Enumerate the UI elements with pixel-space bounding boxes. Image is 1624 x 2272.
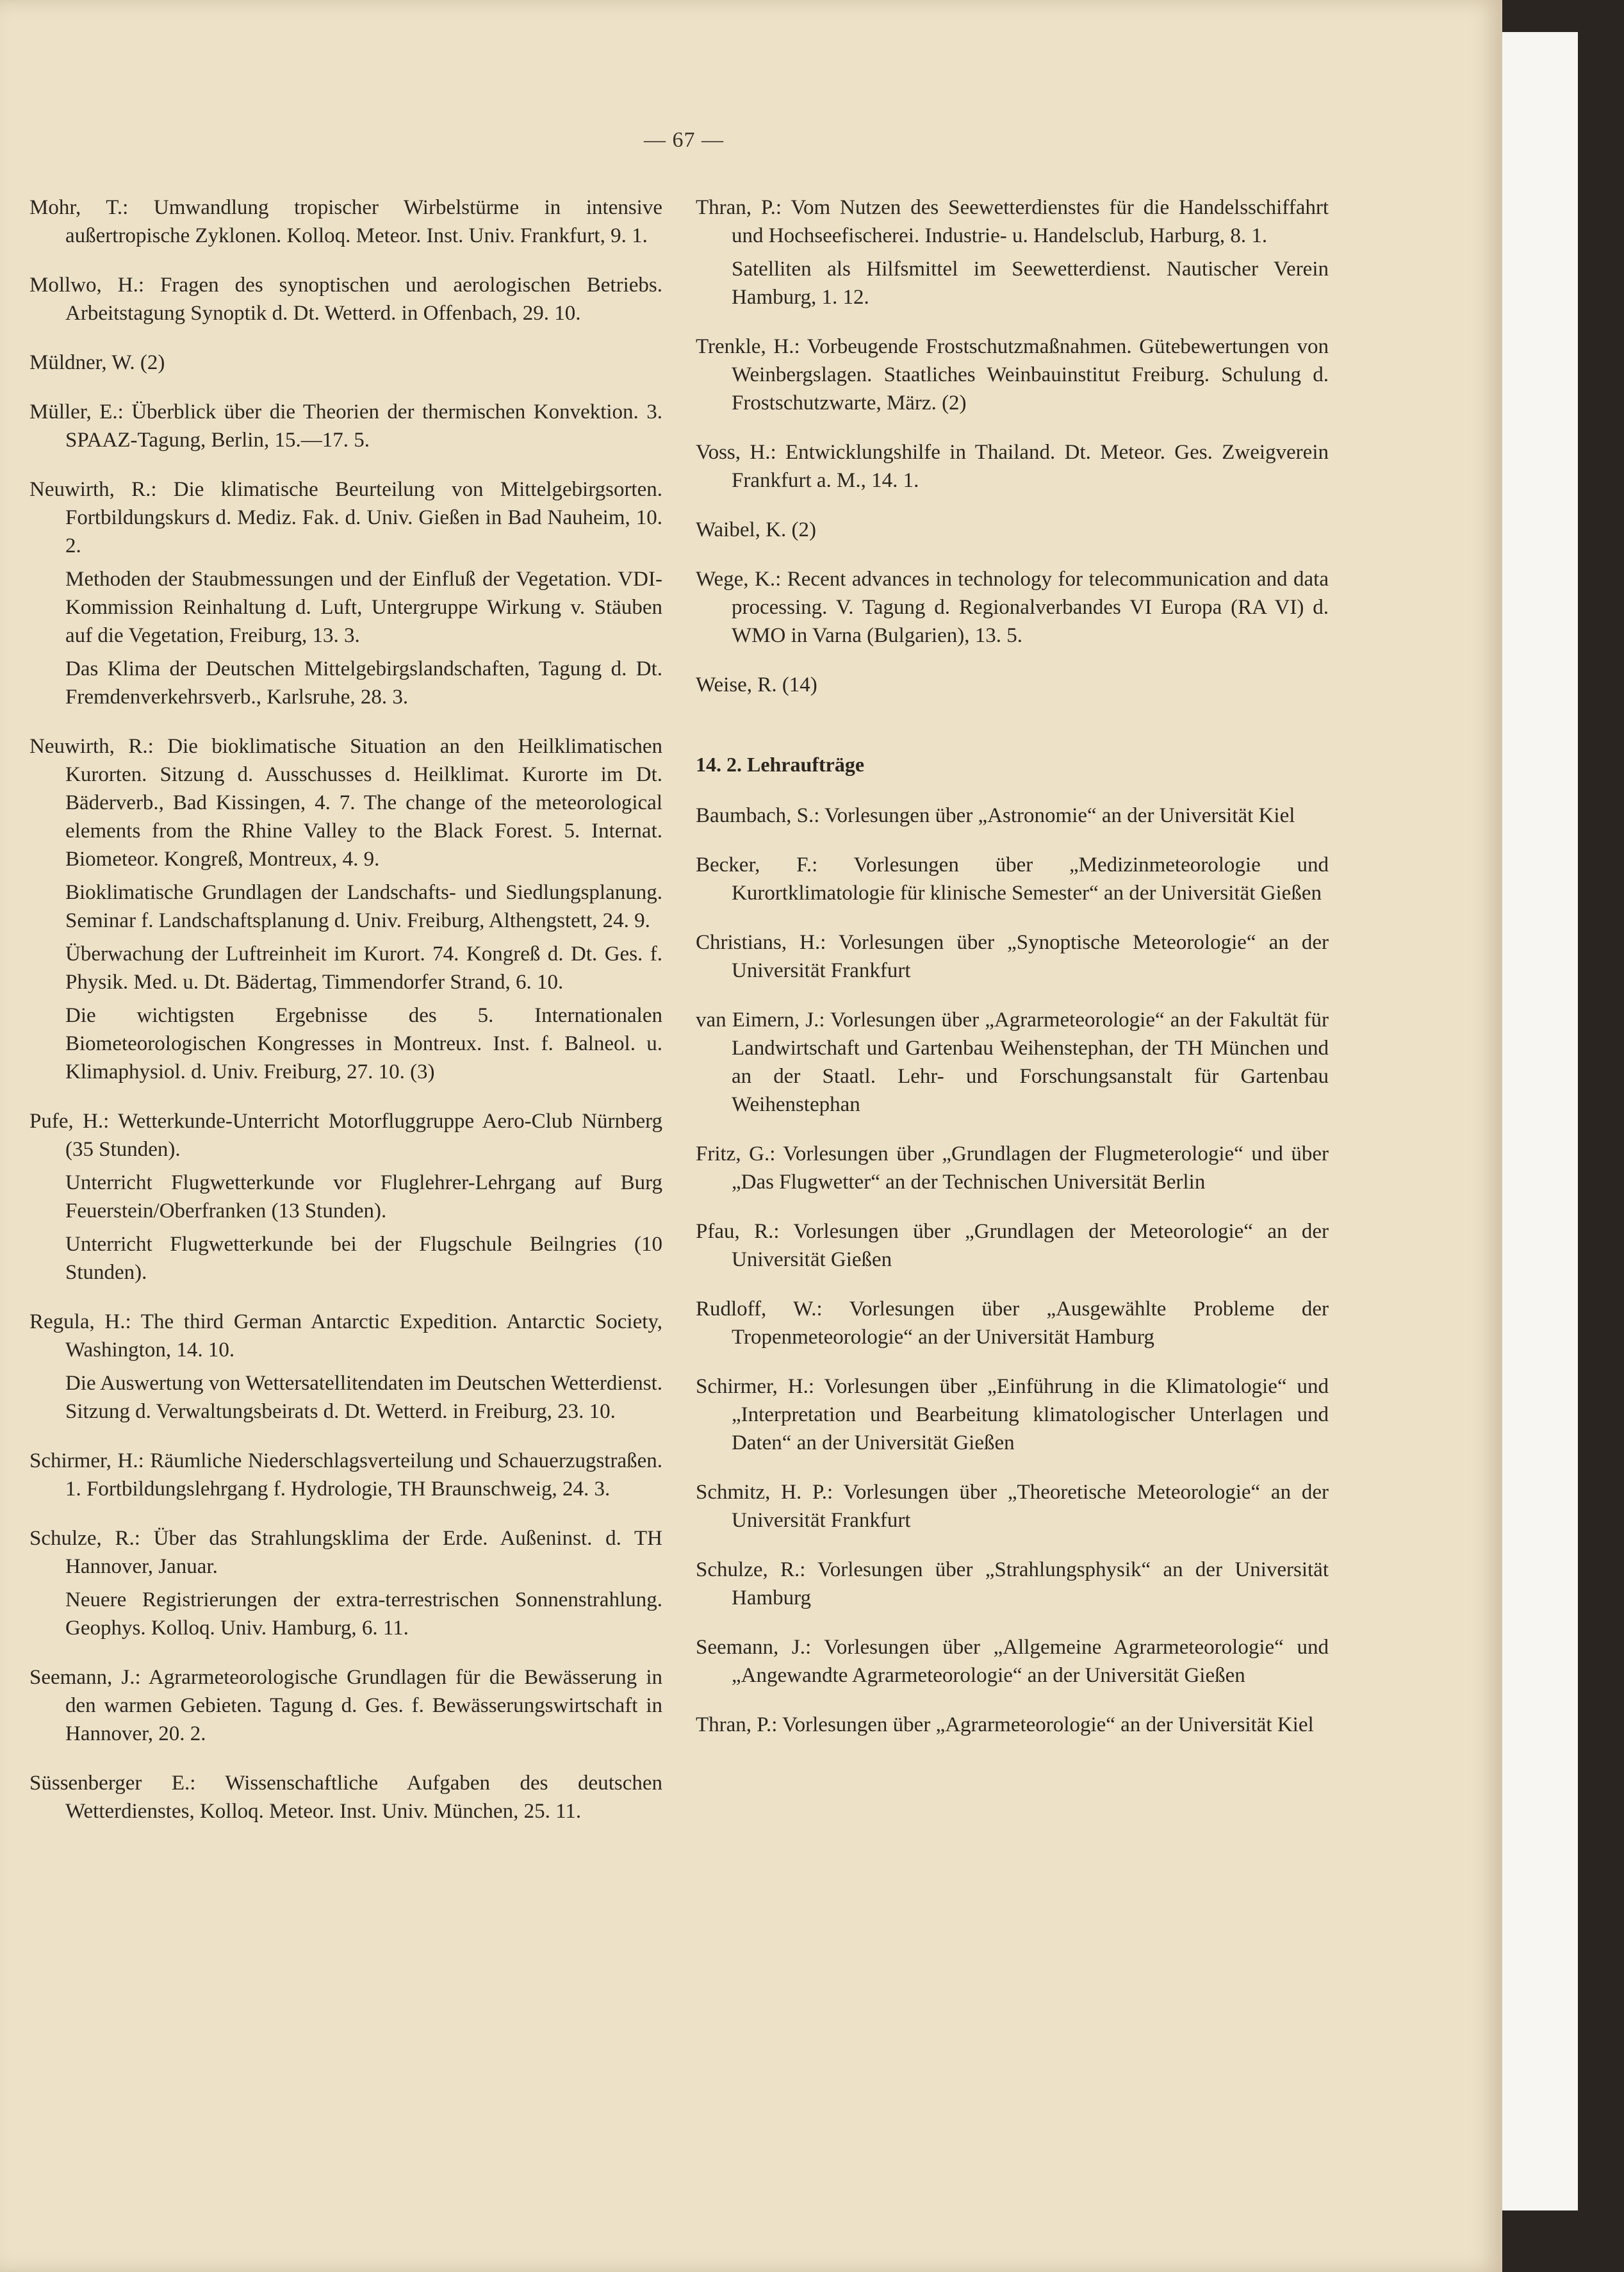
entry-text: Neuwirth, R.: Die bioklimatische Situation an den Heilklimatischen Kurorten. Sitzung d. Ausschusses d. Heilklimat. Kurorte im Dt. Bäderverb., Bad Kissingen, 4. 7. The change of the meteorological elements from the Rhine Valley to the Black Forest. 5. Internat. Biometeor. Kongreß, Montreux, 4. 9. bbox=[29, 735, 662, 871]
entry-text: Wege, K.: Recent advances in technology for telecommunication and data processing. V. Tagung d. Regionalverbandes VI Europa (RA VI) d. WMO in Varna (Bulgarien), 13. 5. bbox=[696, 568, 1329, 647]
entry-text: Schulze, R.: Vorlesungen über „Strahlungsphysik“ an der Universität Hamburg bbox=[696, 1558, 1329, 1609]
bibliography-entry bbox=[29, 1769, 662, 1825]
bibliography-entry bbox=[29, 1447, 662, 1503]
left-column bbox=[29, 193, 662, 1847]
entry-text: Weise, R. (14) bbox=[696, 673, 817, 696]
entry-text: Neuwirth, R.: Die klimatische Beurteilung von Mittelgebirgsorten. Fortbildungskurs d. Mediz. Fak. d. Univ. Gießen in Bad Nauheim, 10. 2. bbox=[29, 478, 662, 557]
bibliography-entry bbox=[696, 671, 1329, 699]
entry-text: Schirmer, H.: Räumliche Niederschlagsverteilung und Schauerzugstraßen. 1. Fortbildungslehrgang f. Hydrologie, TH Braunschweig, 24. 3. bbox=[29, 1449, 662, 1501]
entry-text: Rudloff, W.: Vorlesungen über „Ausgewählte Probleme der Tropenmeteorologie“ an der Universität Hamburg bbox=[696, 1297, 1329, 1349]
bibliography-entry bbox=[29, 349, 662, 377]
bibliography-entry bbox=[696, 1295, 1329, 1351]
bibliography-entry bbox=[696, 802, 1329, 830]
bibliography-entry bbox=[29, 1107, 662, 1287]
entry-text: Schulze, R.: Über das Strahlungsklima der Erde. Außeninst. d. TH Hannover, Januar. bbox=[29, 1527, 662, 1578]
bibliography-entry bbox=[696, 1006, 1329, 1119]
entry-continuation: Das Klima der Deutschen Mittelgebirgslandschaften, Tagung d. Dt. Fremdenverkehrsverb., Karlsruhe, 28. 3. bbox=[65, 657, 662, 709]
bibliography-entry bbox=[29, 475, 662, 711]
right-column bbox=[696, 193, 1329, 1760]
right-column-teaching bbox=[696, 802, 1329, 1739]
bibliography-entry bbox=[696, 1372, 1329, 1457]
entry-text: Seemann, J.: Vorlesungen über „Allgemeine Agrarmeteorologie“ und „Angewandte Agrarmeteorologie“ an der Universität Gießen bbox=[696, 1636, 1329, 1687]
entry-text: Pfau, R.: Vorlesungen über „Grundlagen der Meteorologie“ an der Universität Gießen bbox=[696, 1220, 1329, 1271]
entry-continuation: Die Auswertung von Wettersatellitendaten im Deutschen Wetterdienst. Sitzung d. Verwaltungsbeirats d. Dt. Wetterd. in Freiburg, 23. 10. bbox=[65, 1372, 662, 1423]
scan-margin bbox=[1502, 32, 1578, 2210]
bibliography-entry bbox=[696, 928, 1329, 985]
entry-text: Schirmer, H.: Vorlesungen über „Einführung in die Klimatologie“ und „Interpretation und Bearbeitung klimatologischer Unterlagen und Daten“ an der Universität Gießen bbox=[696, 1375, 1329, 1454]
bibliography-entry bbox=[696, 1556, 1329, 1612]
entry-text: Müldner, W. (2) bbox=[29, 351, 165, 374]
entry-text: van Eimern, J.: Vorlesungen über „Agrarmeteorologie“ an der Fakultät für Landwirtschaft und Gartenbau Weihenstephan, der TH München und an der Staatl. Lehr- und Forschungsanstalt für Gartenbau Weihenstephan bbox=[696, 1008, 1329, 1116]
bibliography-entry bbox=[29, 1524, 662, 1642]
entry-text: Becker, F.: Vorlesungen über „Medizinmeteorologie und Kurortklimatologie für klinische Semester“ an der Universität Gießen bbox=[696, 853, 1329, 905]
entry-text: Baumbach, S.: Vorlesungen über „Astronomie“ an der Universität Kiel bbox=[696, 804, 1295, 827]
entry-text: Fritz, G.: Vorlesungen über „Grundlagen der Flugmeterologie“ und über „Das Flugwetter“ an der Technischen Universität Berlin bbox=[696, 1142, 1329, 1194]
entry-text: Müller, E.: Überblick über die Theorien der thermischen Konvektion. 3. SPAAZ-Tagung, Berlin, 15.—17. 5. bbox=[29, 400, 662, 452]
entry-text: Christians, H.: Vorlesungen über „Synoptische Meteorologie“ an der Universität Frankfurt bbox=[696, 931, 1329, 982]
entry-text: Thran, P.: Vorlesungen über „Agrarmeteorologie“ an der Universität Kiel bbox=[696, 1713, 1314, 1736]
right-column-lectures bbox=[696, 193, 1329, 699]
entry-continuation: Überwachung der Luftreinheit im Kurort. 74. Kongreß d. Dt. Ges. f. Physik. Med. u. Dt. Bädertag, Timmendorfer Strand, 6. 10. bbox=[65, 943, 662, 994]
entry-text: Thran, P.: Vom Nutzen des Seewetterdienstes für die Handelsschiffahrt und Hochseefischerei. Industrie- u. Handelsclub, Harburg, 8. 1. bbox=[696, 196, 1329, 247]
page-number: — 67 — bbox=[644, 128, 724, 152]
entry-continuation: Neuere Registrierungen der extra-terrestrischen Sonnenstrahlung. Geophys. Kolloq. Univ. Hamburg, 6. 11. bbox=[65, 1588, 662, 1640]
bibliography-entry bbox=[696, 565, 1329, 650]
entry-text: Trenkle, H.: Vorbeugende Frostschutzmaßnahmen. Gütebewertungen von Weinbergslagen. Staatliches Weinbauinstitut Freiburg. Schulung d. Frostschutzwarte, März. (2) bbox=[696, 335, 1329, 415]
bibliography-entry bbox=[696, 193, 1329, 311]
bibliography-entry bbox=[29, 1308, 662, 1426]
bibliography-entry bbox=[29, 1663, 662, 1748]
bibliography-entry bbox=[696, 333, 1329, 417]
bibliography-entry bbox=[696, 1478, 1329, 1535]
bibliography-entry bbox=[696, 516, 1329, 544]
bibliography-entry bbox=[29, 271, 662, 327]
entry-text: Mollwo, H.: Fragen des synoptischen und aerologischen Betriebs. Arbeitstagung Synoptik d. Dt. Wetterd. in Offenbach, 29. 10. bbox=[29, 274, 662, 325]
section-heading: 14. 2. Lehraufträge bbox=[696, 753, 865, 776]
bibliography-entry bbox=[696, 438, 1329, 495]
entry-continuation: Die wichtigsten Ergebnisse des 5. Internationalen Biometeorologischen Kongresses in Montreux. Inst. f. Balneol. u. Klimaphysiol. d. Univ. Freiburg, 27. 10. (3) bbox=[65, 1004, 662, 1083]
bibliography-entry bbox=[696, 1217, 1329, 1274]
entry-text: Regula, H.: The third German Antarctic Expedition. Antarctic Society, Washington, 14. 10. bbox=[29, 1310, 662, 1362]
entry-text: Mohr, T.: Umwandlung tropischer Wirbelstürme in intensive außertropische Zyklonen. Kolloq. Meteor. Inst. Univ. Frankfurt, 9. 1. bbox=[29, 196, 662, 247]
bibliography-entry bbox=[696, 1633, 1329, 1690]
entry-continuation: Bioklimatische Grundlagen der Landschafts- und Siedlungsplanung. Seminar f. Landschaftsplanung d. Univ. Freiburg, Althengstett, 24. 9. bbox=[65, 881, 662, 932]
entry-continuation: Unterricht Flugwetterkunde vor Fluglehrer-Lehrgang auf Burg Feuerstein/Oberfranken (13 Stunden). bbox=[65, 1171, 662, 1222]
bibliography-entry bbox=[29, 732, 662, 1086]
bibliography-entry bbox=[29, 193, 662, 250]
bibliography-entry bbox=[696, 1711, 1329, 1739]
entry-continuation: Satelliten als Hilfsmittel im Seewetterdienst. Nautischer Verein Hamburg, 1. 12. bbox=[732, 258, 1329, 309]
bibliography-entry bbox=[29, 398, 662, 454]
entry-text: Pufe, H.: Wetterkunde-Unterricht Motorfluggruppe Aero-Club Nürnberg (35 Stunden). bbox=[29, 1110, 662, 1161]
bibliography-entry bbox=[696, 851, 1329, 907]
entry-text: Voss, H.: Entwicklungshilfe in Thailand. Dt. Meteor. Ges. Zweigverein Frankfurt a. M., 14. 1. bbox=[696, 441, 1329, 492]
entry-text: Schmitz, H. P.: Vorlesungen über „Theoretische Meteorologie“ an der Universität Frankfurt bbox=[696, 1481, 1329, 1532]
entry-text: Waibel, K. (2) bbox=[696, 518, 816, 541]
bibliography-entry bbox=[696, 1140, 1329, 1196]
entry-text: Seemann, J.: Agrarmeteorologische Grundlagen für die Bewässerung in den warmen Gebieten. Tagung d. Ges. f. Bewässerungswirtschaft in Hannover, 20. 2. bbox=[29, 1666, 662, 1745]
entry-text: Süssenberger E.: Wissenschaftliche Aufgaben des deutschen Wetterdienstes, Kolloq. Meteor. Inst. Univ. München, 25. 11. bbox=[29, 1772, 662, 1823]
entry-continuation: Unterricht Flugwetterkunde bei der Flugschule Beilngries (10 Stunden). bbox=[65, 1233, 662, 1284]
entry-continuation: Methoden der Staubmessungen und der Einfluß der Vegetation. VDI-Kommission Reinhaltung d. Luft, Untergruppe Wirkung v. Stäuben auf die Vegetation, Freiburg, 13. 3. bbox=[65, 568, 662, 647]
